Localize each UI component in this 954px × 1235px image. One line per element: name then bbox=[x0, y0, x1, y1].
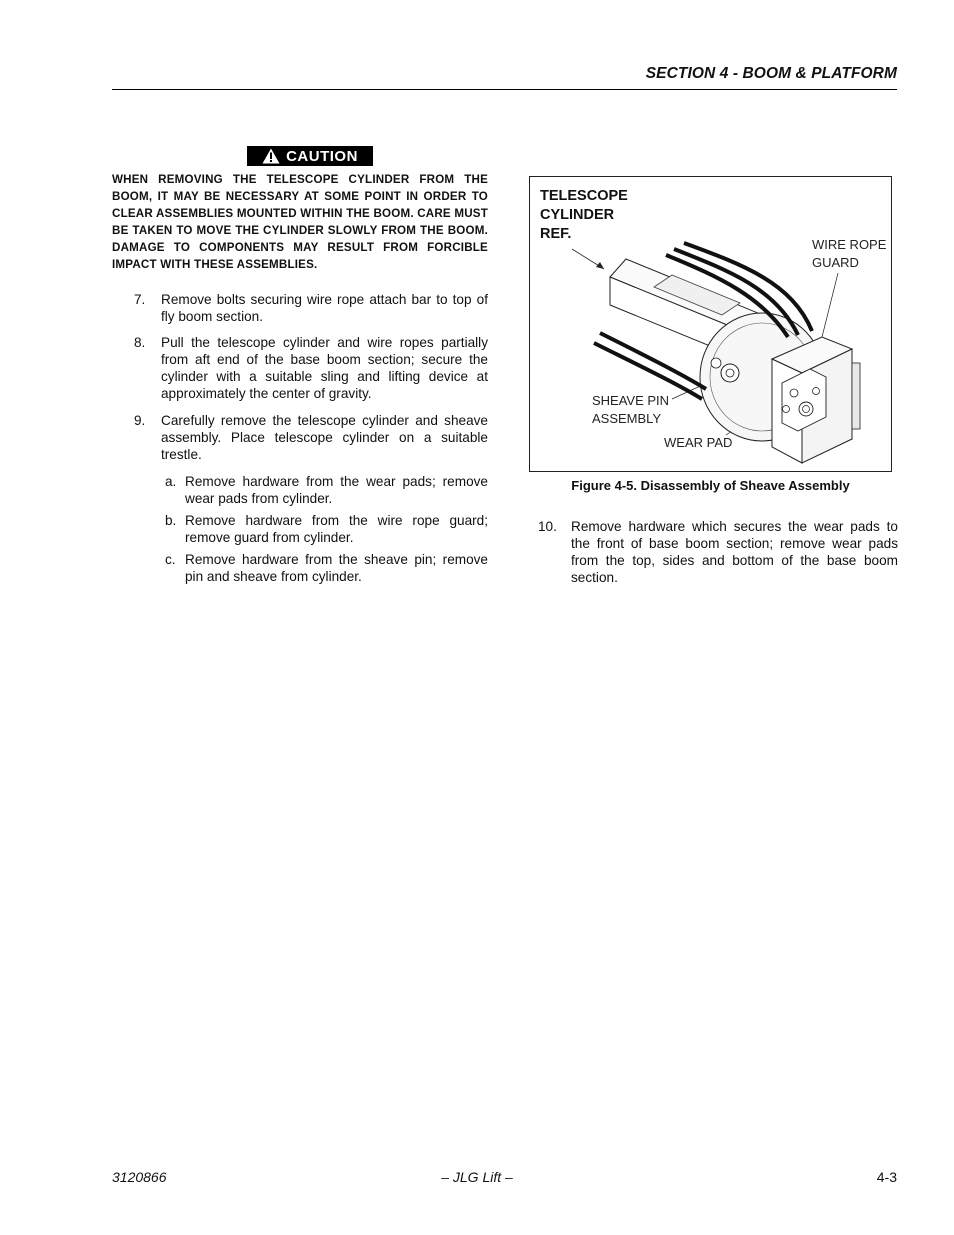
caution-label: CAUTION bbox=[286, 147, 358, 165]
step-text: Remove bolts securing wire rope attach bar to top of fly boom section. bbox=[161, 292, 488, 324]
step-number: 7. bbox=[134, 292, 146, 307]
step-number: 8. bbox=[134, 335, 146, 350]
figure-title-line-3: REF. bbox=[540, 226, 572, 242]
step-text: Carefully remove the telescope cylinder and sheave assembly. Place telescope cylinder on a suitable trestle. bbox=[161, 413, 488, 462]
footer-center-text: – JLG Lift – bbox=[441, 1169, 513, 1185]
figure-sheave-assembly bbox=[529, 176, 892, 472]
sheave-assembly-illustration bbox=[530, 177, 891, 471]
section-title: SECTION 4 - BOOM & PLATFORM bbox=[645, 65, 897, 82]
warning-triangle-icon bbox=[262, 148, 280, 164]
label-wear-pad: WEAR PAD bbox=[664, 435, 733, 450]
footer-page-number: 4-3 bbox=[876, 1169, 897, 1185]
substep-text: Remove hardware from the sheave pin; remove pin and sheave from cylinder. bbox=[185, 552, 488, 584]
substep-letter: b. bbox=[165, 513, 177, 528]
step-text: Remove hardware which secures the wear pads to the front of base boom section; remove wear pads from the top, sides and bottom of the base boom section. bbox=[571, 519, 898, 585]
substep-text: Remove hardware from the wire rope guard; remove guard from cylinder. bbox=[185, 513, 488, 545]
step-number: 9. bbox=[134, 413, 146, 428]
substep-letter: a. bbox=[165, 474, 177, 489]
caution-text: WHEN REMOVING THE TELESCOPE CYLINDER FROM THE BOOM, IT MAY BE NECESSARY AT SOME POINT IN ORDER TO CLEAR ASSEMBLIES MOUNTED WITHIN THE BOOM. CARE MUST BE TAKEN TO MOVE THE CYLINDER SLOWLY FROM THE BOOM. DAMAGE TO COMPONENTS MAY RESULT FROM FORCIBLE IMPACT WITH THESE ASSEMBLIES. bbox=[112, 173, 488, 271]
figure-caption: Figure 4-5. Disassembly of Sheave Assembly bbox=[571, 478, 850, 493]
step-text: Pull the telescope cylinder and wire ropes partially from aft end of the base boom section; secure the cylinder with a suitable sling and lifting device at approximately the center of gravity. bbox=[161, 335, 488, 401]
caution-badge bbox=[247, 146, 373, 166]
label-wire-rope-guard-2: GUARD bbox=[812, 255, 859, 270]
figure-title-line-1: TELESCOPE bbox=[540, 188, 628, 204]
label-sheave-pin-1: SHEAVE PIN bbox=[592, 393, 670, 408]
figure-title-line-2: CYLINDER bbox=[540, 207, 615, 223]
substep-letter: c. bbox=[165, 552, 176, 567]
step-number: 10. bbox=[538, 519, 557, 534]
label-wire-rope-guard-1: WIRE ROPE bbox=[812, 237, 887, 252]
label-sheave-pin-2: ASSEMBLY bbox=[592, 411, 662, 426]
substep-text: Remove hardware from the wear pads; remove wear pads from cylinder. bbox=[185, 474, 488, 506]
header-rule bbox=[112, 89, 897, 90]
footer-doc-number: 3120866 bbox=[112, 1169, 167, 1185]
